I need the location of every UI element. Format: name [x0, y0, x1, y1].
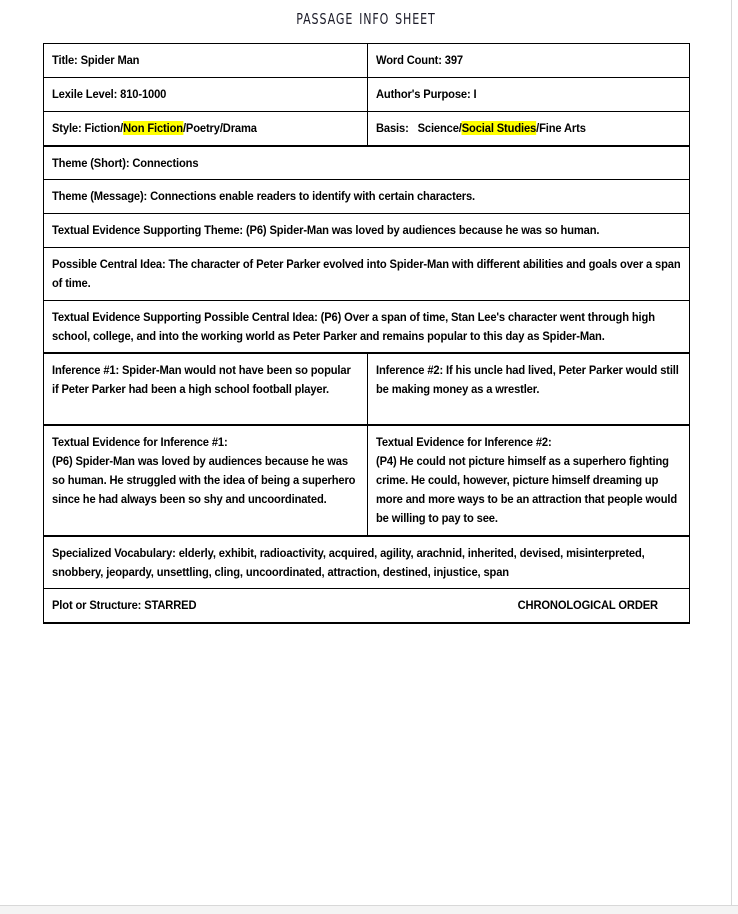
- cell-textual-evidence-central-idea: [44, 300, 690, 353]
- basis-separator-2: /: [536, 120, 540, 135]
- textual-evidence-central-idea-text: Textual Evidence Supporting Possible Central Idea: (P6) Over a span of time, Stan Lee's character went through high school, college, and into the working world as Peter Parker and remains popular to this day as Spider-Man.: [52, 309, 655, 343]
- style-separator-2: /: [182, 120, 186, 135]
- table-row-central-idea: [44, 248, 690, 301]
- lexile-value: 810-1000: [120, 86, 167, 101]
- table-row-textual-evidence-central-idea: [44, 300, 690, 353]
- table-row-textual-evidence-theme: [44, 214, 690, 248]
- cell-textual-evidence-theme: [44, 214, 690, 248]
- inference-2-evidence-body: (P4) He could not picture himself as a superhero fighting crime. He could, however, picture himself dreaming up more and more ways to be an attraction that people would be willing to pay to see.: [376, 454, 678, 525]
- table-row-inferences: [44, 353, 690, 425]
- basis-label: Basis:: [376, 120, 409, 135]
- table-row-theme-short: [44, 146, 690, 180]
- table-row-style: [44, 111, 690, 145]
- style-separator-3: /: [219, 120, 223, 135]
- cell-theme-short: [44, 146, 690, 180]
- theme-message-text: Theme (Message): Connections enable readers to identify with certain characters.: [52, 189, 475, 204]
- textual-evidence-theme-text: Textual Evidence Supporting Theme: (P6) Spider-Man was loved by audiences because he was so human.: [52, 223, 600, 238]
- table-row-vocabulary: [44, 536, 690, 589]
- authors-purpose-value: I: [473, 86, 477, 101]
- cell-word-count: [368, 44, 690, 78]
- cell-lexile-level: [44, 77, 368, 111]
- inference-1-evidence-heading: Textual Evidence for Inference #1:: [52, 435, 228, 450]
- cell-style: [44, 111, 368, 145]
- cell-inference-2-evidence: [368, 425, 690, 535]
- title-label: Title:: [52, 53, 78, 67]
- plot-structure-order: CHRONOLOGICAL ORDER: [517, 598, 658, 613]
- passage-info-table: [43, 43, 690, 624]
- cell-inference-1-evidence: [44, 425, 368, 535]
- style-option-fiction: Fiction: [84, 120, 121, 135]
- basis-option-social-studies-selected: Social Studies: [461, 120, 537, 135]
- inference-1-text: Inference #1: Spider-Man would not have been so popular if Peter Parker had been a high school football player.: [52, 363, 351, 397]
- inference-2-text: Inference #2: If his uncle had lived, Peter Parker would still be making money as a wrestler.: [376, 363, 679, 397]
- central-idea-text: Possible Central Idea: The character of Peter Parker evolved into Spider-Man with different abilities and goals over a span of time.: [52, 257, 681, 290]
- cell-specialized-vocabulary: [44, 536, 690, 589]
- cell-basis: [368, 111, 690, 145]
- cell-inference-2: [368, 353, 690, 425]
- plot-structure-label: Plot or Structure: STARRED: [52, 598, 197, 613]
- table-row-lexile: [44, 77, 690, 111]
- inference-2-evidence-heading: Textual Evidence for Inference #2:: [376, 435, 552, 450]
- theme-short-text: Theme (Short): Connections: [52, 155, 199, 170]
- style-option-poetry: Poetry: [185, 120, 220, 135]
- style-option-drama: Drama: [222, 120, 257, 135]
- cell-theme-message: [44, 180, 690, 214]
- cell-central-idea: [44, 248, 690, 301]
- specialized-vocabulary-text: Specialized Vocabulary: elderly, exhibit, radioactivity, acquired, agility, arachnid, inherited, devised, misinterpreted, snobbery, jeopardy, unsettling, cling, uncoordinated, attraction, destined, injustice, span: [52, 545, 645, 579]
- word-count-label: Word Count:: [376, 53, 442, 67]
- inference-1-evidence-body: (P6) Spider-Man was loved by audiences because he was so human. He struggled with the idea of being a superhero since he had always been so shy and uncoordinated.: [52, 454, 356, 506]
- title-value: Spider Man: [80, 53, 140, 67]
- page-bottom-edge: [0, 905, 738, 914]
- basis-option-science: Science: [417, 120, 459, 135]
- table-row-title: [44, 44, 690, 78]
- style-separator-1: /: [120, 120, 124, 135]
- style-option-non-fiction-selected: Non Fiction: [123, 120, 183, 135]
- style-label: Style:: [52, 120, 82, 135]
- page-title: passage info sheet: [296, 5, 436, 29]
- authors-purpose-label: Author's Purpose:: [376, 86, 471, 101]
- table-row-inference-evidence: [44, 425, 690, 535]
- word-count-value: 397: [444, 53, 464, 67]
- lexile-label: Lexile Level:: [52, 86, 118, 101]
- basis-separator-1: /: [458, 120, 462, 135]
- cell-plot-structure: [44, 589, 690, 623]
- cell-authors-purpose: [368, 77, 690, 111]
- cell-title: [44, 44, 368, 78]
- cell-inference-1: [44, 353, 368, 425]
- basis-option-fine-arts: Fine Arts: [539, 120, 586, 135]
- table-row-plot-structure: [44, 589, 690, 623]
- table-row-theme-message: [44, 180, 690, 214]
